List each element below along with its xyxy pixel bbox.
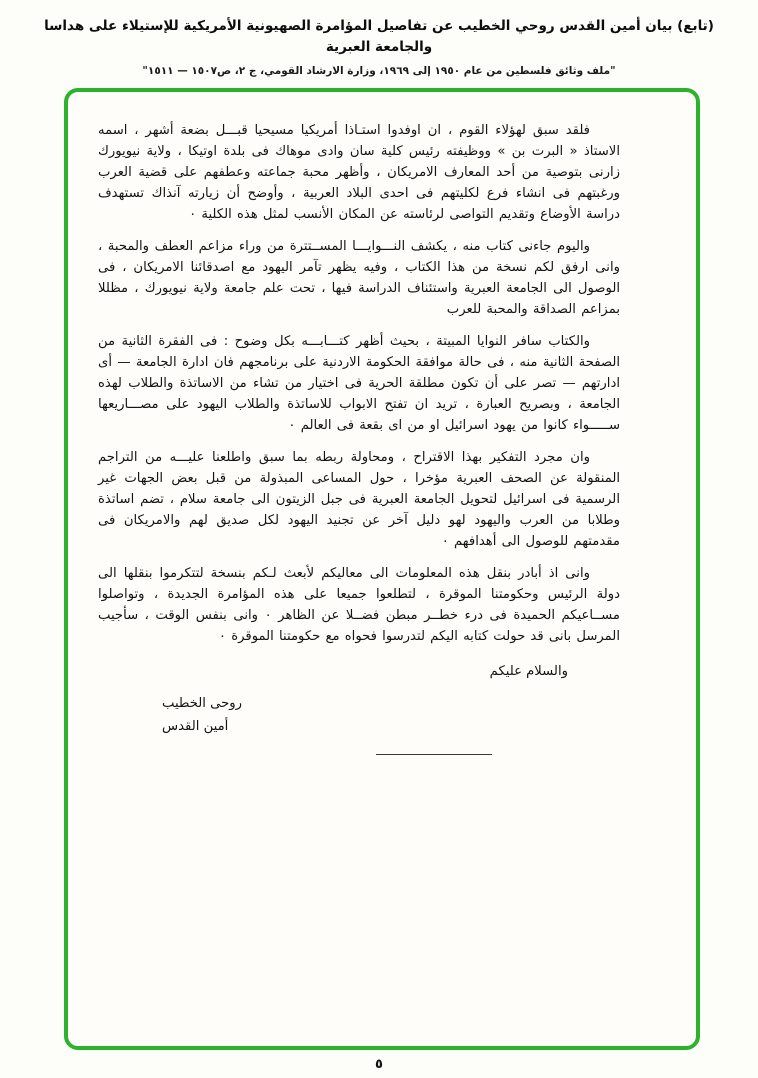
signature-name: روحى الخطيب: [162, 696, 243, 711]
letter-paragraph: وانى اذ أبادر بنقل هذه المعلومات الى معاليكم لأبعث لـكم بنسخة لتتكرموا بنقلها الى دولة الرئيس وحكومتنا الموقرة ، لتطلعوا جميعا على هذه المؤامرة الجديدة ، وتواصلوا مســاعيكم الحميدة فى درء خطــر مبطن فضــلا عن الظاهر ٠ وانى بنفس الوقت ، سأجيب المرسل بانى قد حولت كتابه اليكم لتدرسوا فحواه مع حكومتنا الموقرة ٠: [98, 566, 620, 644]
letter-body: [68, 92, 696, 755]
letter-paragraph: والكتاب سافر النوايا المبيتة ، بحيث أظهر كتـــابـــه بكل وضوح : فى الفقرة الثانية من الصفحة الثانية منه ، فى حالة موافقة الحكومة الاردنية على برنامجهم فان ادارة الجامعة — أى ادارتهم — تصر على أن تكون مطلقة الحرية فى اختيار من تشاء من الاساتذة والطلاب لهذه الجامعة ، وبصريح العبارة ، تريد ان تفتح الابواب للاساتذة والطلاب اليهود على مصـــاريعها ســـــواء كانوا من يهود اسرائيل او من اى بقعة فى العالم ٠: [98, 334, 620, 433]
page-number: ٥: [375, 1057, 383, 1072]
closing-salutation: والسلام عليكم: [489, 664, 568, 679]
document-title: (تابع) بيان أمين القدس روحي الخطيب عن تفاصيل المؤامرة الصهيونية الأمريكية للإستيلاء على هداسا والجامعة العبرية: [44, 18, 714, 55]
document-body-frame: [64, 88, 700, 1050]
letter-paragraph: وان مجرد التفكير بهذا الاقتراح ، ومحاولة ربطه بما سبق واطلعنا عليـــه من التراجم المنقولة عن الصحف العبرية مؤخرا ، حول المساعى المبذولة من قبل بعض الجهات غير الرسمية فى اسرائيل لتحويل الجامعة العبرية فى جبل الزيتون الى جامعة سلام ، تضم اساتذة وطلابا من العرب واليهود لهو دليل آخر عن تجنيد اليهود لكل صديق لهم والامريكان فى مقدمتهم للوصول الى أهدافهم ٠: [98, 450, 620, 549]
signature-title: أمين القدس: [162, 719, 229, 734]
letter-paragraph: فلقد سبق لهؤلاء القوم ، ان اوفدوا استـاذا أمريكيا مسيحيا قبـــل بضعة أشهر ، اسمه الاستاذ « البرت بن » ووظيفته رئيس كلية سان وادى موهاك فى بلدة اوتيكا ، ولاية نيويورك زارنى بتوصية من أحد المعارف الامريكان ، وأظهر محبة جماعته وعطفهم على قضية العرب ورغبتهم فى انشاء فرع لكليتهم فى احدى البلاد العربية ، وأوضح أن زيارته آنذاك تستهدف دراسة الأوضاع وتقديم التواصى لرئاسته عن المكان الأنسب لمثل هذه الكلية ٠: [98, 123, 620, 222]
signature-block: [98, 692, 620, 738]
paragraphs-container: [98, 120, 620, 647]
page-footer: [0, 1053, 758, 1072]
document-source-citation: "ملف وثائق فلسطين من عام ١٩٥٠ إلى ١٩٦٩، وزارة الارشاد القومي، ج ٢، ص١٥٠٧ — ١٥١١": [142, 64, 616, 77]
document-header: [0, 0, 758, 77]
letter-paragraph: واليوم جاءنى كتاب منه ، يكشف النـــوايـــا المســتترة من وراء مزاعم العطف والمحبة ، وانى ارفق لكم نسخة من هذا الكتاب ، وفيه يظهر تآمر اليهود مع اصدقائنا الامريكان ، فى الوصول الى الجامعة العبرية واستئناف الدراسة فيها ، تحت علم جامعة ولاية نيويورك ، مظللا بمزاعم الصداقة والمحبة للعرب: [98, 239, 620, 317]
signature-underline: [376, 754, 492, 755]
